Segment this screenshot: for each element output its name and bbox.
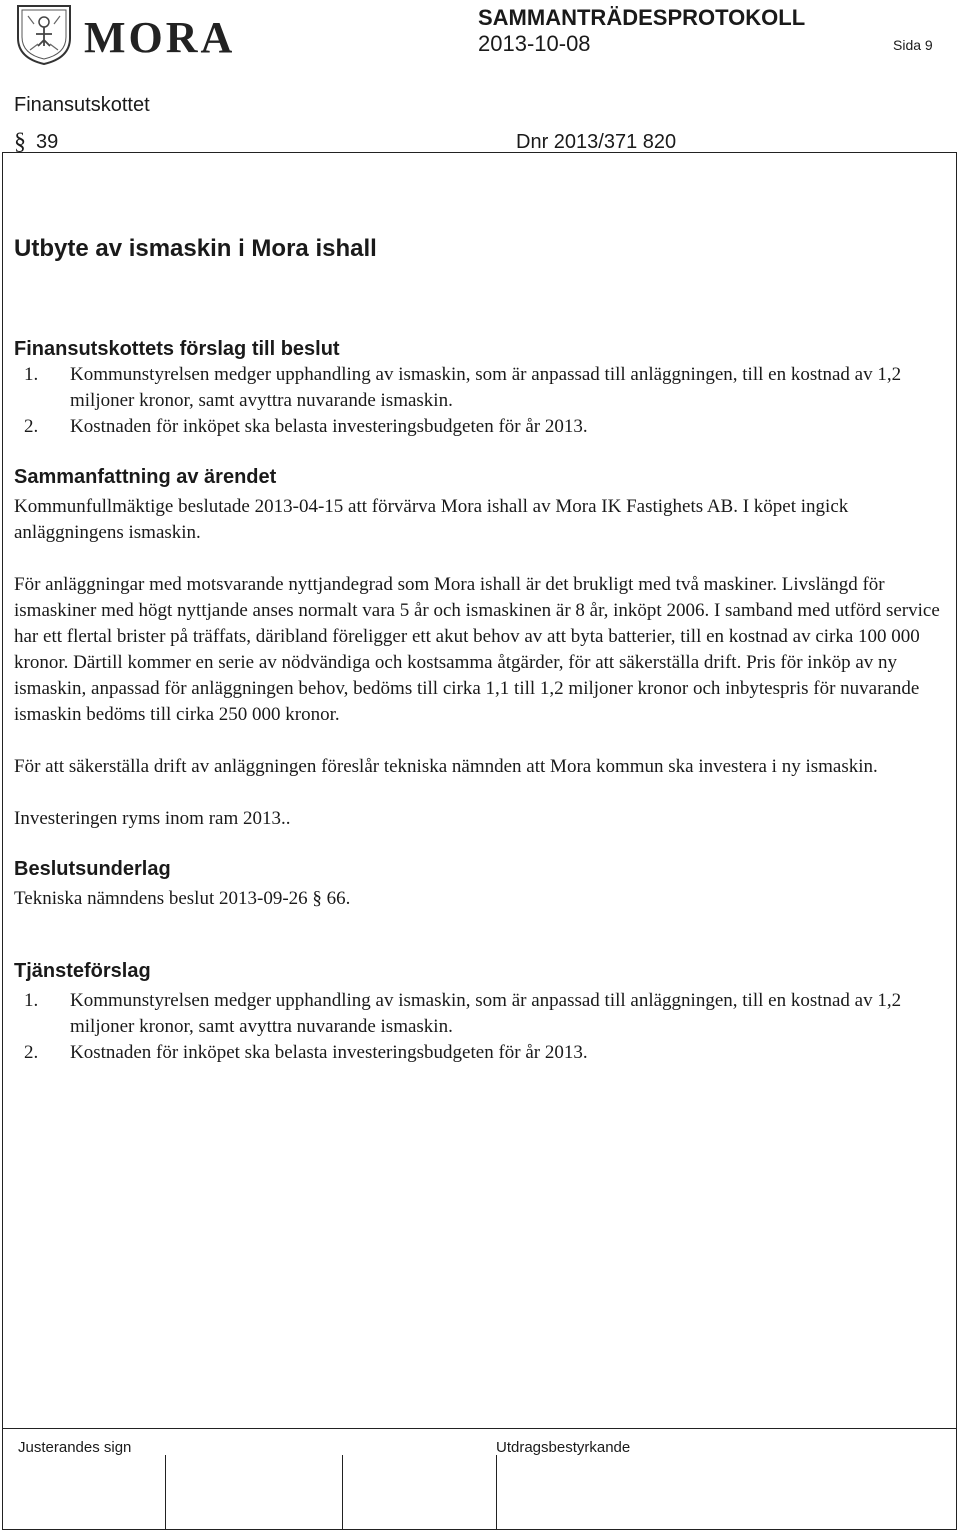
list-item [14,988,942,1040]
item-number: 1. [24,364,39,385]
summary-paragraph: Investeringen ryms inom ram 2013.. [14,808,291,829]
adjusters-signature-label: Justerandes sign [18,1439,132,1456]
committee-name: Finansutskottet [14,94,150,116]
item-text: Kostnaden för inköpet ska belasta investeringsbudgeten för år 2013. [70,416,588,437]
proposal-list [14,362,942,440]
page-number: Sida 9 [893,37,933,53]
list-item [14,362,942,414]
proposal-heading: Finansutskottets förslag till beslut [14,338,340,360]
mora-wordmark: MORA [84,13,236,62]
protocol-body [14,232,942,1066]
paragraph-number: 39 [36,131,59,153]
item-number: 2. [24,416,39,437]
mora-crest-logo [14,2,74,66]
summary-heading: Sammanfattning av ärendet [14,466,277,488]
matter-title: Utbyte av ismaskin i Mora ishall [14,235,377,262]
item-number: 2. [24,1042,39,1063]
signature-box-divider [496,1455,497,1530]
list-item [14,1040,942,1066]
summary-paragraph: Kommunfullmäktige beslutade 2013-04-15 att förvärva Mora ishall av Mora IK Fastighets AB. I köpet ingick anläggningens ismaskin. [14,496,849,543]
signature-box-divider [165,1455,166,1530]
summary-paragraph: För anläggningar med motsvarande nyttjandegrad som Mora ishall är det brukligt med två maskiner. Livslängd för ismaskiner med högt nyttjande anses normalt vara 5 år och ismaskinen är 8 år, inköpt 2006. I samband med utförd service har ett flertal brister på träffats, däribland föreligger ett akut behov av att byta batterier, till en kostnad av cirka 100 000 kronor. Därtill kommer en serie av nödvändiga och kostsamma åtgärder, för att säkerställa drift. Pris för inköp av ny ismaskin, anpassad för anläggningen behov, bedöms till cirka 1,1 till 1,2 miljoner kronor och inbytespris för nuvarande ismaskin bedöms till cirka 250 000 kronor. [14,574,940,725]
item-text: Kommunstyrelsen medger upphandling av ismaskin, som är anpassad till anläggningen, till en kostnad av 1,2 miljoner kronor, samt avyttra nuvarande ismaskin. [70,364,902,411]
official-proposal-heading: Tjänsteförslag [14,960,151,982]
item-text: Kommunstyrelsen medger upphandling av ismaskin, som är anpassad till anläggningen, till en kostnad av 1,2 miljoner kronor, samt avyttra nuvarande ismaskin. [70,990,902,1037]
document-type: SAMMANTRÄDESPROTOKOLL [478,5,806,30]
extract-certification-label: Utdragsbestyrkande [496,1439,631,1456]
summary-paragraph: För att säkerställa drift av anläggningen föreslår tekniska nämnden att Mora kommun ska investera i ny ismaskin. [14,756,878,777]
diary-number: Dnr 2013/371 820 [516,131,677,153]
official-proposal-list [14,988,942,1066]
list-item [14,414,942,440]
item-number: 1. [24,990,39,1011]
signature-box-divider [342,1455,343,1530]
footer-divider [2,1428,957,1429]
meeting-date: 2013-10-08 [478,31,591,56]
basis-text: Tekniska nämndens beslut 2013-09-26 § 66. [14,888,351,909]
item-text: Kostnaden för inköpet ska belasta investeringsbudgeten för år 2013. [70,1042,588,1063]
basis-heading: Beslutsunderlag [14,858,171,880]
section-sign: § [14,129,26,155]
